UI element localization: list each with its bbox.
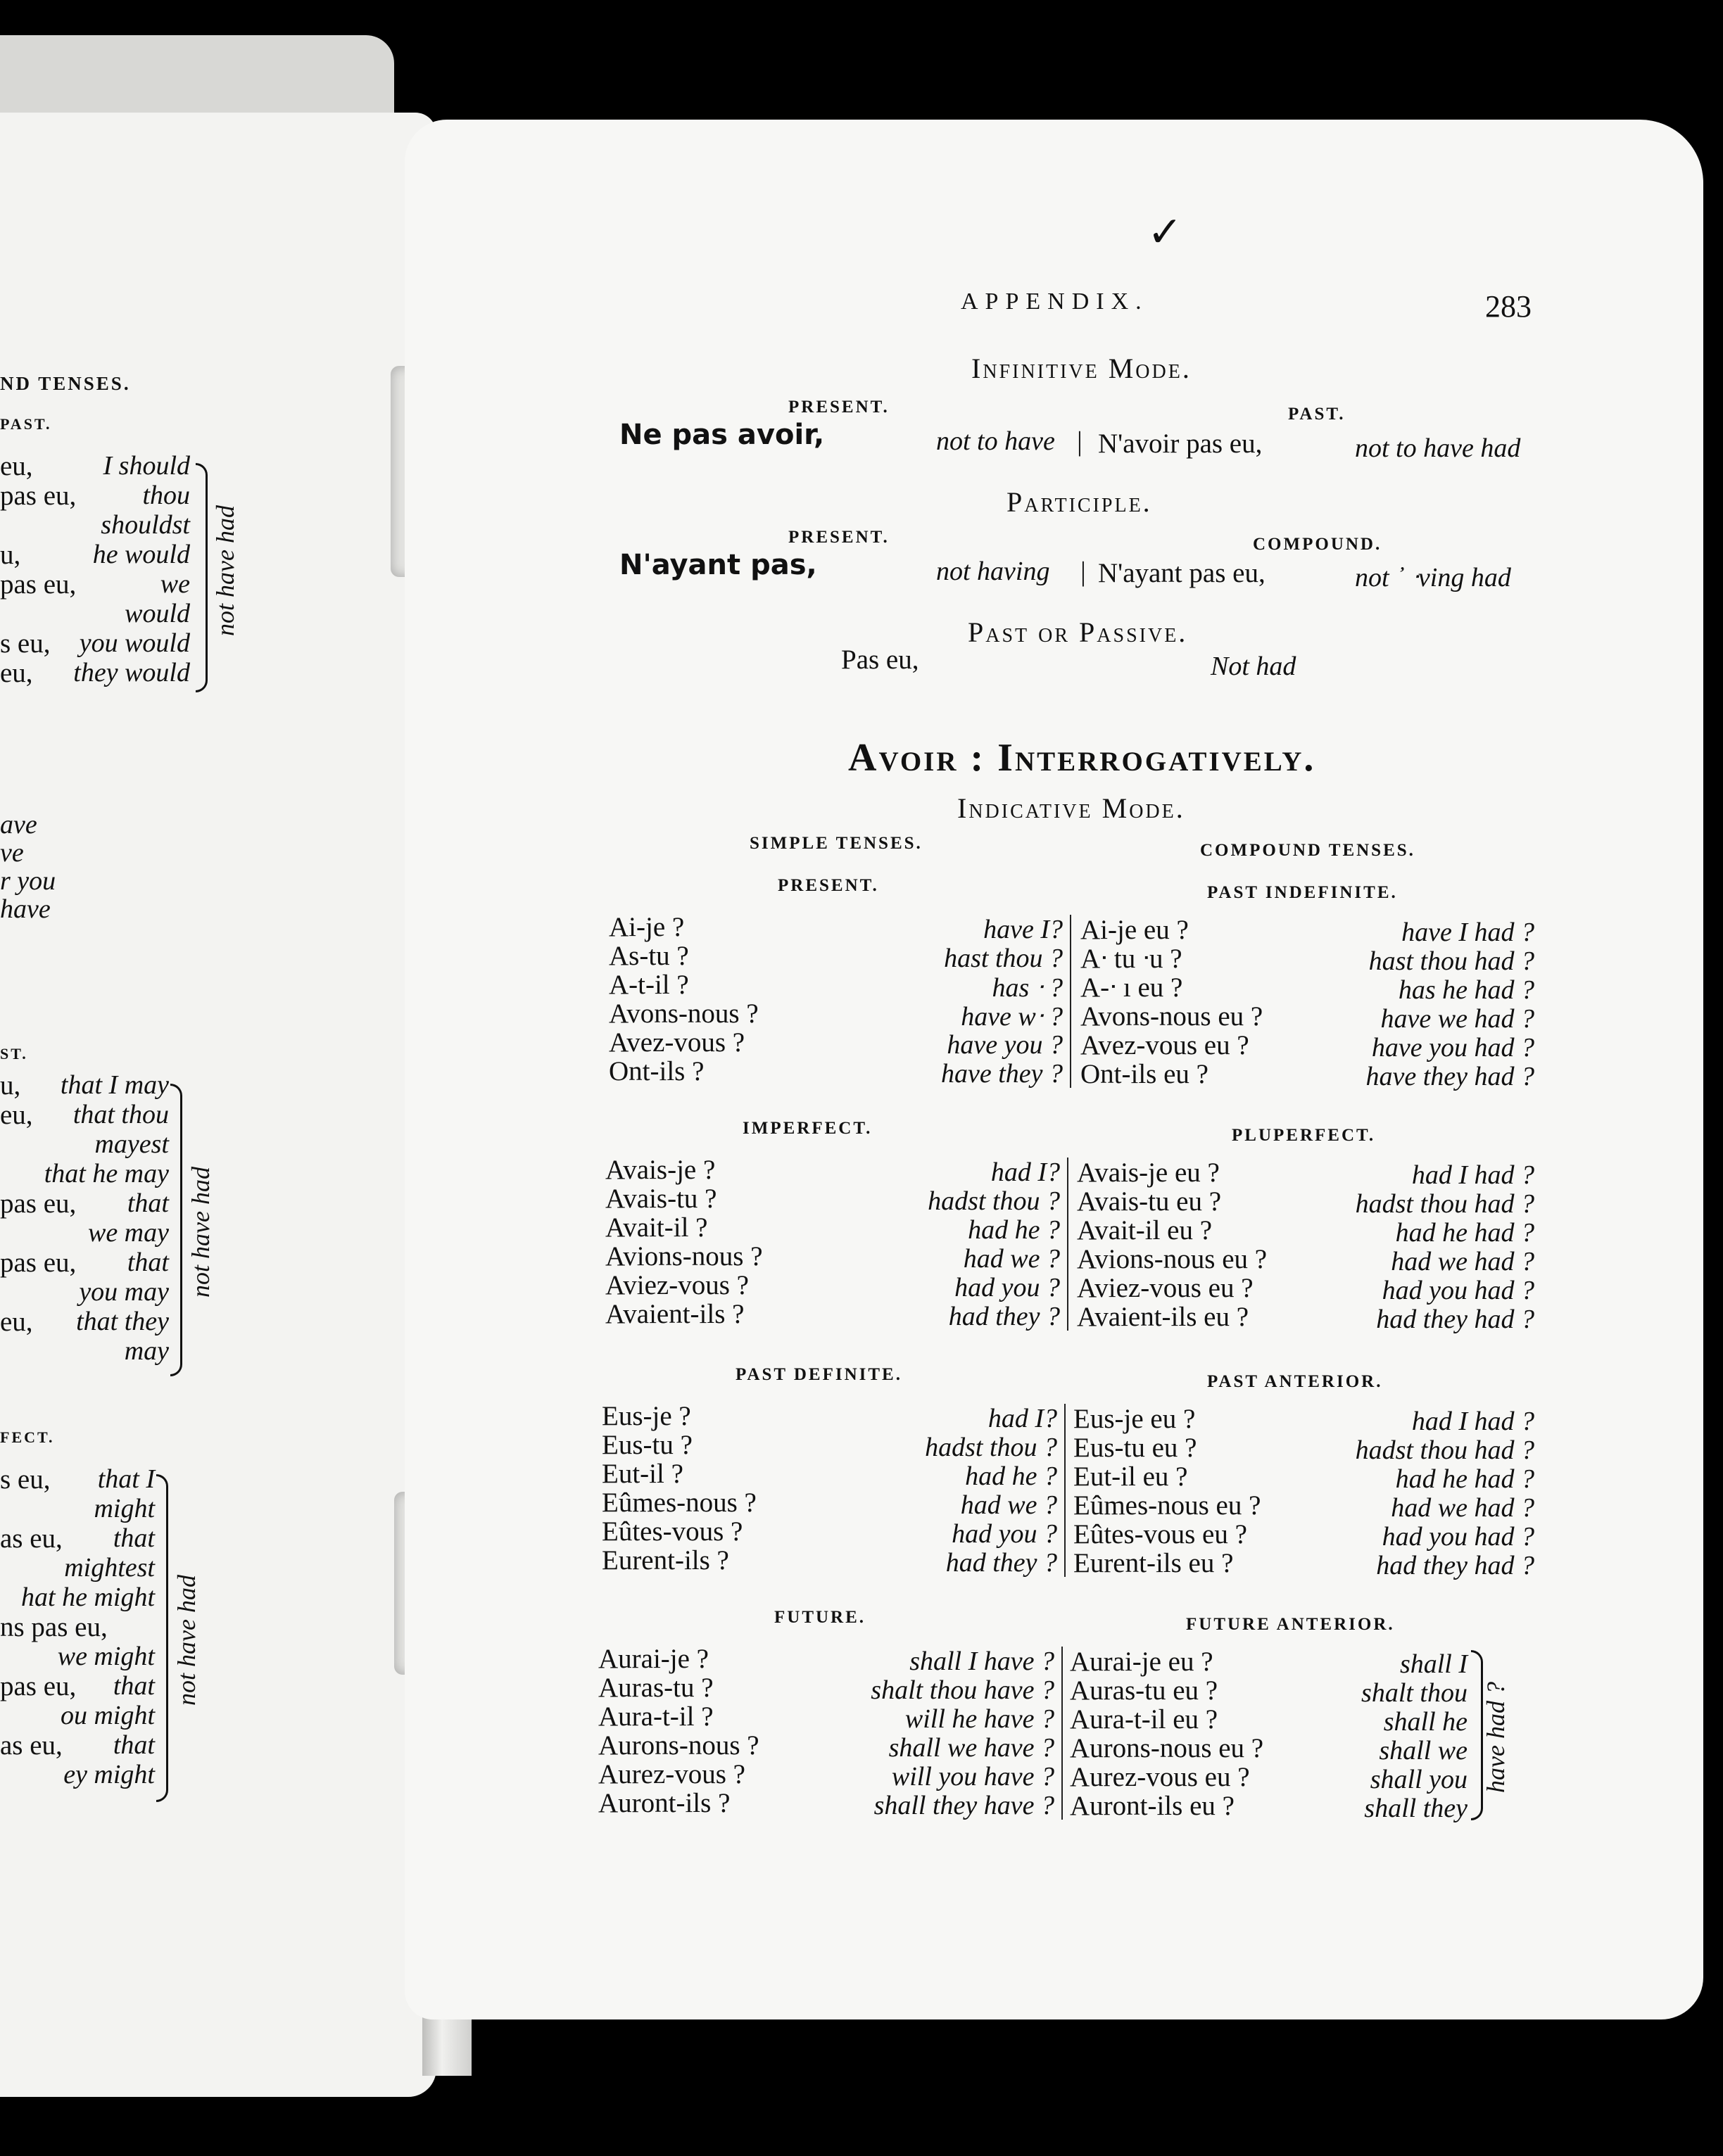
left-block3-label: ST.: [0, 1045, 28, 1063]
tense-divider: [1070, 915, 1071, 1088]
page-number: 283: [1485, 289, 1532, 324]
simple-en-form: had we ?: [963, 1244, 1060, 1274]
left-page-line: [0, 569, 190, 598]
running-header: APPENDIX.: [961, 288, 1149, 315]
left-fr-fragment: pas eu,: [0, 569, 77, 600]
compound-fr-form: Ai-je eu ?: [1080, 915, 1189, 945]
simple-en-form: had I?: [990, 1158, 1060, 1187]
simple-en-form: have wᐧ ?: [961, 1002, 1063, 1032]
infinitive-past-label: PAST.: [1288, 405, 1346, 424]
compound-fr-form: Eus-je eu ?: [1073, 1404, 1196, 1434]
left-page-line: [0, 1493, 155, 1523]
left-page-line: [0, 1700, 155, 1730]
simple-en-form: will he have ?: [904, 1704, 1054, 1734]
left-block1-label: PAST.: [0, 415, 52, 433]
compound-en-form: have they had ?: [1365, 1062, 1534, 1091]
left-page-line: [0, 1670, 155, 1700]
past-passive-en: Not had: [1211, 652, 1296, 681]
left-block2-lines: [0, 809, 141, 922]
left-fr-fragment: s eu,: [0, 1464, 51, 1495]
simple-en-form: hadst thou ?: [928, 1186, 1060, 1216]
tense-divider: [1067, 1158, 1068, 1331]
infinitive-present-fr: Ne pas avoir,: [619, 419, 825, 451]
left-page-line: [0, 1099, 169, 1129]
participle-divider: |: [1080, 557, 1086, 587]
participle-heading: Participle.: [1006, 486, 1152, 518]
simple-fr-form: Avais-je ?: [605, 1155, 716, 1185]
infinitive-past-en: not to have had: [1355, 433, 1521, 463]
left-fr-fragment: eu,: [0, 658, 33, 688]
mode-heading: Indicative Mode.: [957, 792, 1185, 824]
simple-en-form: have I?: [983, 915, 1063, 944]
left-page-line: [0, 539, 190, 569]
left-en-fragment: might: [94, 1494, 155, 1523]
infinitive-heading: Infinitive Mode.: [971, 353, 1192, 384]
right-page: [405, 120, 1703, 2019]
compound-tense-name: PAST ANTERIOR.: [1207, 1372, 1383, 1391]
simple-fr-form: Aura-t-il ?: [598, 1701, 714, 1732]
infinitive-past-fr: N'avoir pas eu,: [1098, 429, 1263, 459]
compound-en-form: shall he: [1383, 1707, 1468, 1737]
past-passive-fr: Pas eu,: [841, 645, 919, 675]
simple-fr-form: Ai-je ?: [609, 912, 685, 942]
compound-fr-form: Eûtes-vous eu ?: [1073, 1519, 1247, 1549]
left-fr-fragment: pas eu,: [0, 1248, 77, 1278]
compound-fr-form: Avais-tu eu ?: [1077, 1186, 1222, 1217]
infinitive-present-label: PRESENT.: [788, 398, 890, 417]
left-en-fragment: mayest: [94, 1129, 169, 1159]
simple-en-form: has ᐧ ?: [992, 973, 1063, 1003]
simple-fr-form: Aurai-je ?: [598, 1644, 709, 1674]
left-en-fragment: would: [125, 599, 190, 628]
past-passive-heading: Past or Passive.: [968, 616, 1188, 648]
simple-en-form: shall I have ?: [909, 1647, 1054, 1676]
tense-divider: [1064, 1404, 1066, 1577]
left-page-line: [0, 1129, 169, 1158]
compound-fr-form: Aviez-vous eu ?: [1077, 1273, 1254, 1303]
left-page-line: [0, 480, 190, 509]
participle-compound-en: not ᾽ ᐧving had: [1355, 563, 1511, 592]
compound-fr-form: Eus-tu eu ?: [1073, 1433, 1197, 1463]
compound-en-form: has he had ?: [1398, 975, 1534, 1005]
simple-fr-form: Eus-je ?: [602, 1401, 691, 1431]
compound-en-form: have I had ?: [1401, 918, 1534, 947]
left-page-line: [0, 1158, 169, 1188]
left-fr-fragment: as eu,: [0, 1730, 63, 1761]
simple-en-form: hadst thou ?: [925, 1433, 1057, 1462]
infinitive-present-en: not to have: [936, 426, 1055, 456]
left-en-fragment: that I: [97, 1464, 155, 1494]
compound-fr-form: Avais-je eu ?: [1077, 1158, 1220, 1188]
left-block1-side: not have had: [211, 505, 239, 636]
compound-en-form: had we had ?: [1391, 1493, 1534, 1523]
future-anterior-side: have had ?: [1482, 1682, 1510, 1793]
compound-tense-name: FUTURE ANTERIOR.: [1186, 1615, 1395, 1634]
left-page-line: [0, 1247, 169, 1276]
simple-fr-form: Eûtes-vous ?: [602, 1516, 743, 1547]
left-en-fragment: that: [113, 1730, 155, 1760]
left-en-fragment: we may: [87, 1218, 169, 1248]
left-page-line: [0, 809, 141, 837]
left-fr-fragment: s eu,: [0, 628, 51, 659]
left-page-line: [0, 1611, 155, 1641]
left-block3-side: not have had: [187, 1167, 215, 1298]
compound-fr-form: Aurai-je eu ?: [1070, 1647, 1213, 1677]
left-page-line: [0, 1730, 155, 1759]
compound-fr-form: Avons-nous eu ?: [1080, 1001, 1263, 1032]
simple-en-form: had you ?: [952, 1519, 1057, 1549]
left-en-fragment: we: [160, 569, 190, 599]
simple-fr-form: Eus-tu ?: [602, 1430, 693, 1460]
simple-fr-form: Avons-nous ?: [609, 998, 759, 1029]
simple-fr-form: A-t-il ?: [609, 970, 689, 1000]
simple-tenses-label: SIMPLE TENSES.: [750, 834, 923, 853]
left-en-fragment: that thou: [72, 1100, 169, 1129]
left-fr-fragment: u,: [0, 540, 21, 570]
compound-fr-form: Aura-t-il eu ?: [1070, 1704, 1218, 1735]
check-mark: ✓: [1147, 209, 1183, 255]
simple-fr-form: Avez-vous ?: [609, 1027, 745, 1058]
compound-fr-form: Avez-vous eu ?: [1080, 1030, 1249, 1060]
simple-fr-form: Aurez-vous ?: [598, 1759, 745, 1789]
left-fr-fragment: eu,: [0, 1307, 33, 1337]
left-page-line: [0, 450, 190, 480]
compound-fr-form: Eut-il eu ?: [1073, 1461, 1188, 1492]
compound-tense-name: PLUPERFECT.: [1232, 1126, 1376, 1145]
compound-en-form: shall we: [1379, 1736, 1468, 1765]
simple-fr-form: Avait-il ?: [605, 1212, 708, 1243]
left-page-line: [0, 1336, 169, 1365]
left-page-line: [0, 509, 190, 539]
left-en-fragment: you may: [79, 1277, 169, 1307]
left-page-line: [0, 1582, 155, 1611]
compound-en-form: hadst thou had ?: [1355, 1435, 1534, 1465]
simple-tense-name: FUTURE.: [774, 1608, 866, 1627]
compound-fr-form: Eûmes-nous eu ?: [1073, 1490, 1261, 1521]
left-page-line: [0, 1276, 169, 1306]
compound-fr-form: Avaient-ils eu ?: [1077, 1302, 1249, 1332]
simple-en-form: had they ?: [945, 1548, 1057, 1578]
left-page-line: [0, 1523, 155, 1552]
left-block4-label: FECT.: [0, 1428, 55, 1446]
left-en-fragment: ve: [0, 838, 24, 868]
left-page-line: [0, 1070, 169, 1099]
left-fr-fragment: pas eu,: [0, 481, 77, 511]
left-page-line: [0, 865, 141, 894]
left-en-fragment: he would: [92, 540, 190, 569]
left-en-fragment: that: [127, 1248, 169, 1277]
left-page-line: [0, 1306, 169, 1336]
left-page-line: [0, 1188, 169, 1217]
compound-fr-form: Aurons-nous eu ?: [1070, 1733, 1264, 1763]
left-page-line: [0, 1552, 155, 1582]
compound-fr-form: Avait-il eu ?: [1077, 1215, 1213, 1245]
compound-fr-form: Ont-ils eu ?: [1080, 1059, 1208, 1089]
left-block3-brace: [170, 1084, 182, 1376]
left-en-fragment: that: [113, 1523, 155, 1553]
left-fr-fragment: eu,: [0, 1100, 33, 1130]
left-block4-side: not have had: [172, 1575, 201, 1706]
simple-en-form: had you ?: [954, 1273, 1060, 1302]
participle-present-label: PRESENT.: [788, 528, 890, 547]
left-en-fragment: ou might: [60, 1701, 155, 1730]
left-page-line: [0, 837, 141, 868]
participle-compound-fr: N'ayant pas eu,: [1098, 558, 1266, 588]
participle-compound-label: COMPOUND.: [1253, 535, 1382, 554]
compound-en-form: had they had ?: [1376, 1551, 1534, 1580]
left-fr-fragment: u,: [0, 1070, 21, 1101]
compound-fr-form: Aᐧ tu ᐧu ?: [1080, 944, 1182, 974]
compound-tense-name: PAST INDEFINITE.: [1207, 883, 1398, 902]
left-page-line: [0, 1464, 155, 1493]
compound-en-form: shalt thou: [1361, 1678, 1468, 1708]
left-block4-brace: [156, 1474, 168, 1802]
simple-fr-form: Avais-tu ?: [605, 1184, 717, 1214]
left-page-line: [0, 598, 190, 628]
simple-en-form: have they ?: [940, 1059, 1063, 1089]
left-block3-lines: [0, 1070, 169, 1365]
left-en-fragment: that they: [76, 1307, 169, 1336]
simple-en-form: had I?: [987, 1404, 1057, 1433]
compound-tenses-label: COMPOUND TENSES.: [1200, 841, 1415, 860]
left-en-fragment: thou: [142, 481, 190, 510]
compound-en-form: had I had ?: [1411, 1407, 1534, 1436]
left-en-fragment: you would: [79, 628, 190, 658]
section-title: Avoir : Interrogatively.: [848, 736, 1316, 780]
left-en-fragment: r you: [0, 866, 56, 896]
compound-fr-form: A-ᐧ ı eu ?: [1080, 972, 1183, 1003]
compound-en-form: had he had ?: [1395, 1218, 1534, 1248]
left-en-fragment: they would: [73, 658, 190, 687]
simple-fr-form: As-tu ?: [609, 941, 689, 971]
left-en-fragment: ey might: [63, 1760, 155, 1789]
simple-tense-name: PRESENT.: [778, 876, 879, 895]
left-fr-fragment: eu,: [0, 451, 33, 481]
simple-en-form: shall we have ?: [888, 1733, 1054, 1763]
simple-fr-form: Eurent-ils ?: [602, 1545, 729, 1575]
simple-en-form: had he ?: [968, 1215, 1060, 1245]
simple-fr-form: Avaient-ils ?: [605, 1299, 745, 1329]
left-en-fragment: hat he might: [21, 1583, 155, 1612]
compound-fr-form: Aurez-vous eu ?: [1070, 1762, 1250, 1792]
left-page-line: [0, 1759, 155, 1789]
left-en-fragment: mightest: [64, 1553, 155, 1583]
simple-fr-form: Auras-tu ?: [598, 1673, 714, 1703]
compound-en-form: had we had ?: [1391, 1247, 1534, 1276]
left-page-top-edge: [0, 35, 394, 120]
compound-en-form: shall you: [1370, 1765, 1468, 1794]
left-en-fragment: that I may: [60, 1070, 169, 1100]
simple-en-form: shalt thou have ?: [871, 1675, 1054, 1705]
simple-fr-form: Ont-ils ?: [609, 1056, 705, 1086]
left-en-fragment: that he may: [44, 1159, 169, 1188]
left-fr-fragment: pas eu,: [0, 1671, 77, 1701]
left-en-fragment: may: [124, 1336, 169, 1366]
simple-en-form: will you have ?: [891, 1762, 1054, 1792]
compound-en-form: had you had ?: [1382, 1276, 1534, 1305]
simple-fr-form: Eûmes-nous ?: [602, 1488, 757, 1518]
simple-fr-form: Aurons-nous ?: [598, 1730, 759, 1761]
left-fr-fragment: pas eu,: [0, 1188, 77, 1219]
compound-en-form: hast thou had ?: [1368, 946, 1534, 976]
compound-fr-form: Auront-ils eu ?: [1070, 1791, 1235, 1821]
simple-en-form: hast thou ?: [944, 944, 1063, 973]
infinitive-divider: |: [1077, 426, 1083, 457]
left-page-line: [0, 1217, 169, 1247]
left-block1-lines: [0, 450, 190, 687]
left-en-fragment: shouldst: [101, 510, 190, 540]
participle-present-en: not having: [936, 557, 1050, 586]
compound-fr-form: Eurent-ils eu ?: [1073, 1548, 1234, 1578]
simple-fr-form: Aviez-vous ?: [605, 1270, 749, 1300]
simple-fr-form: Auront-ils ?: [598, 1788, 731, 1818]
left-block1-brace: [196, 463, 208, 692]
compound-en-form: had they had ?: [1376, 1305, 1534, 1334]
left-en-fragment: we might: [57, 1642, 155, 1671]
simple-tense-name: PAST DEFINITE.: [736, 1365, 902, 1384]
compound-en-form: have you had ?: [1371, 1033, 1534, 1063]
compound-en-form: had he had ?: [1395, 1464, 1534, 1494]
left-block4-lines: [0, 1464, 155, 1789]
compound-fr-form: Avions-nous eu ?: [1077, 1244, 1268, 1274]
compound-en-form: shall they: [1364, 1794, 1468, 1823]
left-page-line: [0, 628, 190, 657]
left-heading: ND TENSES.: [0, 373, 131, 394]
compound-en-form: hadst thou had ?: [1355, 1189, 1534, 1219]
left-fr-fragment: ns pas eu,: [0, 1612, 108, 1642]
left-en-fragment: I should: [103, 451, 190, 481]
left-en-fragment: that: [113, 1671, 155, 1701]
compound-en-form: had you had ?: [1382, 1522, 1534, 1552]
compound-en-form: had I had ?: [1411, 1160, 1534, 1190]
left-en-fragment: ave: [0, 810, 37, 839]
simple-en-form: shall they have ?: [873, 1791, 1054, 1820]
simple-en-form: had they ?: [948, 1302, 1060, 1331]
left-page-line: [0, 657, 190, 687]
simple-en-form: have you ?: [947, 1030, 1063, 1060]
tense-divider: [1061, 1647, 1063, 1820]
simple-tense-name: IMPERFECT.: [743, 1119, 873, 1138]
compound-fr-form: Auras-tu eu ?: [1070, 1675, 1218, 1706]
left-page-line: [0, 894, 141, 922]
left-page-line: [0, 1641, 155, 1670]
simple-fr-form: Avions-nous ?: [605, 1241, 763, 1272]
left-en-fragment: have: [0, 894, 51, 924]
left-page: [0, 113, 436, 2097]
compound-en-form: shall I: [1399, 1649, 1468, 1679]
compound-en-form: have we had ?: [1380, 1004, 1534, 1034]
simple-en-form: had he ?: [965, 1461, 1057, 1491]
participle-present-fr: N'ayant pas,: [619, 549, 817, 581]
left-fr-fragment: as eu,: [0, 1523, 63, 1554]
simple-en-form: had we ?: [960, 1490, 1057, 1520]
left-en-fragment: that: [127, 1188, 169, 1218]
simple-fr-form: Eut-il ?: [602, 1459, 683, 1489]
